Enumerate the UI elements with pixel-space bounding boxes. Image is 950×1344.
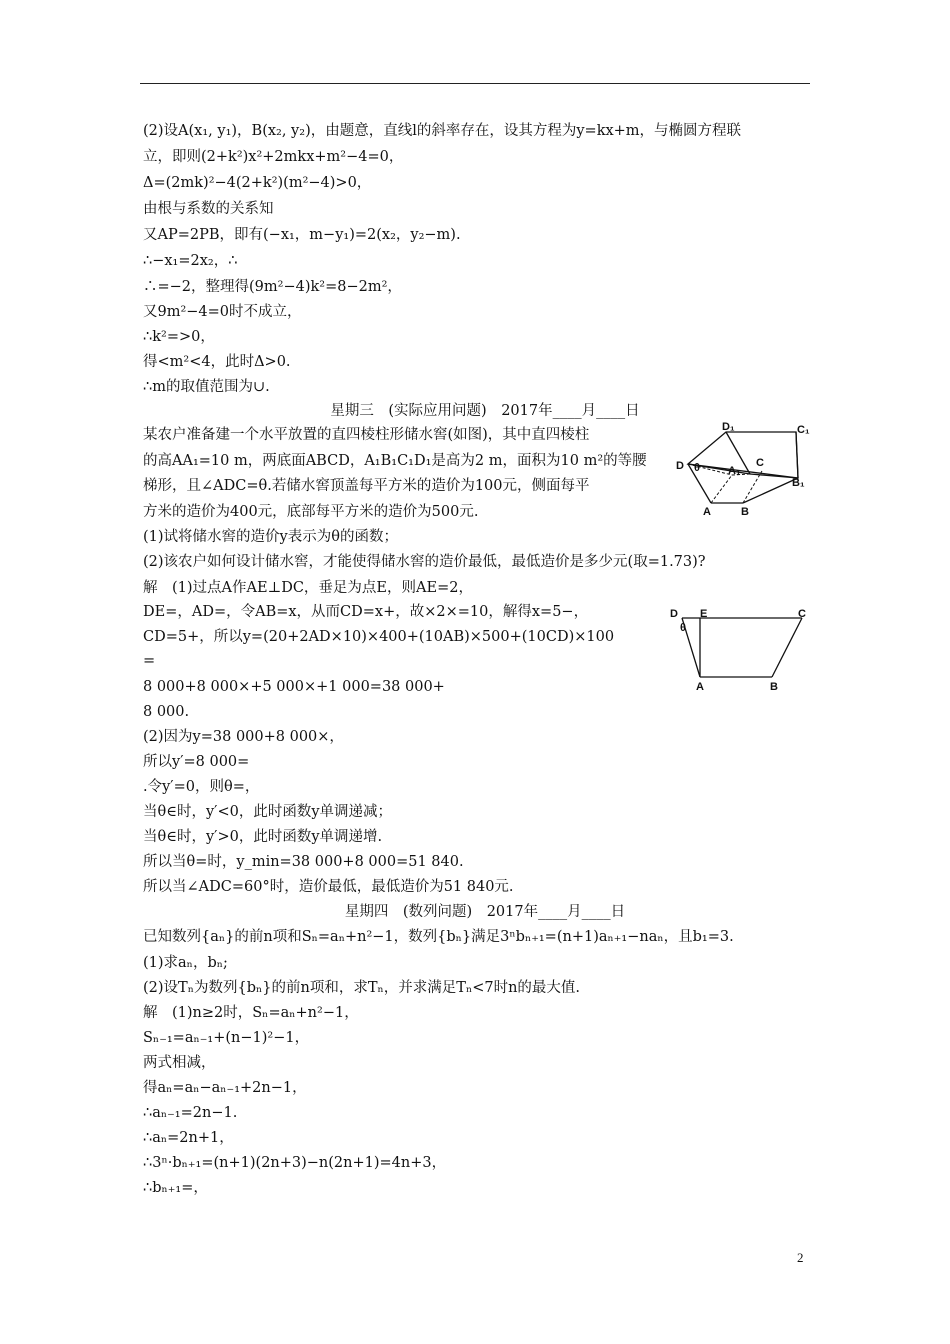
text-line: 立，即则(2+k²)x²+2mkx+m²−4=0， — [143, 149, 404, 165]
text-line: Sₙ₋₁=aₙ₋₁+(n−1)²−1， — [143, 1030, 310, 1046]
label-D: D — [676, 460, 684, 472]
label-B: B — [770, 681, 778, 693]
text-line: 梯形，且∠ADC=θ.若储水窖顶盖每平方米的造价为100元，侧面每平 — [143, 478, 590, 494]
text-line: = — [143, 653, 156, 669]
text-line: 已知数列{aₙ}的前n项和Sₙ=aₙ+n²−1，数列{bₙ}满足3ⁿbₙ₊₁=(n+1)aₙ₊₁−naₙ，且b₁=3. — [143, 929, 734, 945]
label-C1: C₁ — [797, 424, 810, 436]
text-line: 某农户准备建一个水平放置的直四棱柱形储水窖(如图)，其中直四棱柱 — [143, 427, 590, 443]
label-A1: A₁ — [728, 465, 741, 477]
text-line: ∴m的取值范围为∪. — [143, 379, 270, 395]
label-A: A — [696, 681, 704, 693]
text-line: ∴k²=>0， — [143, 329, 215, 345]
text-line: 得<m²<4，此时Δ>0. — [143, 354, 291, 370]
label-B1: B₁ — [792, 477, 805, 489]
text-line: ∴aₙ=2n+1， — [143, 1130, 234, 1146]
prism-figure — [672, 420, 822, 520]
text-line: Δ=(2mk)²−4(2+k²)(m²−4)>0， — [143, 175, 372, 191]
label-theta: θ — [694, 462, 700, 474]
text-line: DE=，AD=，令AB=x，从而CD=x+，故×2×=10，解得x=5−， — [143, 604, 589, 620]
text-line: CD=5+，所以y=(20+2AD×10)×400+(10AB)×500+(10CD)×100 — [143, 629, 615, 645]
text-line: .令y′=0，则θ=， — [143, 779, 260, 795]
text-line: 所以y′=8 000= — [143, 754, 250, 770]
text-line: (1)求aₙ，bₙ; — [143, 955, 228, 971]
text-line: 得aₙ=aₙ−aₙ₋₁+2n−1， — [143, 1080, 307, 1096]
label-B: B — [741, 506, 749, 518]
text-line: 解 (1)n≥2时，Sₙ=aₙ+n²−1， — [143, 1005, 359, 1021]
text-line: 又9m²−4=0时不成立， — [143, 304, 302, 320]
text-line: 又AP=2PB，即有(−x₁，m−y₁)=2(x₂，y₂−m). — [143, 227, 461, 243]
section-heading-wednesday: 星期三 (实际应用问题) 2017年____月____日 — [330, 403, 640, 419]
section-heading-thursday: 星期四 (数列问题) 2017年____月____日 — [344, 904, 626, 920]
trapezoid-figure — [664, 602, 814, 697]
label-D1: D₁ — [722, 421, 735, 433]
text-line: 两式相减， — [143, 1055, 216, 1071]
text-line: (2)设A(x₁, y₁)，B(x₂, y₂)，由题意，直线l的斜率存在，设其方程为y=kx+m，与椭圆方程联 — [143, 123, 742, 139]
text-line: 当θ∈时，y′>0，此时函数y单调递增. — [143, 829, 383, 845]
text-line: 当θ∈时，y′<0，此时函数y单调递减； — [143, 804, 393, 820]
text-line: (2)该农户如何设计储水窖，才能使得储水窖的造价最低，最低造价是多少元(取=1.73)? — [143, 554, 706, 570]
text-line: 解 (1)过点A作AE⊥DC，垂足为点E，则AE=2， — [143, 580, 473, 596]
text-line: 8 000+8 000×+5 000×+1 000=38 000+ — [143, 679, 445, 695]
text-line: ∴=−2，整理得(9m²−4)k²=8−2m²， — [143, 279, 402, 295]
text-line: ∴bₙ₊₁=， — [143, 1180, 208, 1196]
label-A: A — [703, 506, 711, 518]
label-C: C — [756, 457, 764, 469]
text-line: (2)因为y=38 000+8 000×， — [143, 729, 344, 745]
label-D: D — [670, 608, 678, 620]
label-C: C — [798, 608, 806, 620]
text-line: ∴−x₁=2x₂，∴ — [143, 253, 238, 269]
header-rule — [140, 83, 810, 84]
text-line: (2)设Tₙ为数列{bₙ}的前n项和，求Tₙ，并求满足Tₙ<7时n的最大值. — [143, 980, 581, 996]
text-line: ∴aₙ₋₁=2n−1. — [143, 1105, 238, 1121]
text-line: ∴3ⁿ·bₙ₊₁=(n+1)(2n+3)−n(2n+1)=4n+3， — [143, 1155, 447, 1171]
label-theta: θ — [680, 622, 686, 634]
text-line: 的高AA₁=10 m，两底面ABCD，A₁B₁C₁D₁是高为2 m，面积为10 m²的等腰 — [143, 453, 647, 469]
text-line: 由根与系数的关系知 — [143, 201, 274, 217]
text-line: 所以当∠ADC=60°时，造价最低，最低造价为51 840元. — [143, 879, 514, 895]
label-E: E — [700, 608, 708, 620]
text-line: 8 000. — [143, 704, 190, 720]
page-number: 2 — [797, 1250, 804, 1265]
text-line: 方米的造价为400元，底部每平方米的造价为500元. — [143, 504, 479, 520]
text-line: 所以当θ=时，y_min=38 000+8 000=51 840. — [143, 854, 464, 870]
text-line: (1)试将储水窖的造价y表示为θ的函数； — [143, 529, 398, 545]
